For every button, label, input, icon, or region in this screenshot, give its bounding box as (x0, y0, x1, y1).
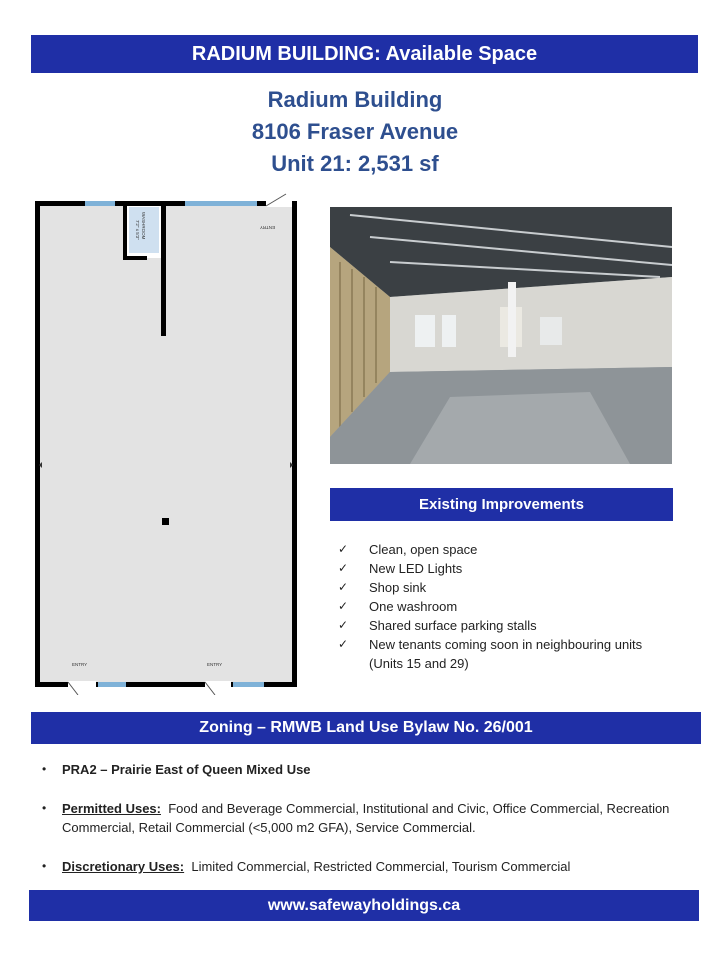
title-banner: RADIUM BUILDING: Available Space (31, 35, 698, 73)
bullet-icon: • (42, 762, 47, 776)
discretionary-text: Limited Commercial, Restricted Commercial, Tourism Commercial (191, 859, 571, 874)
bullet-icon: • (42, 801, 47, 815)
improvements-list (338, 540, 668, 673)
list-item: ✓ New tenants coming soon in neighbouring units (Units 15 and 29) (338, 637, 643, 671)
website-link[interactable]: www.safewayholdings.ca (29, 890, 699, 921)
permitted-text: Food and Beverage Commercial, Institutional and Civic, Office Commercial, Recreation Commercial, Retail Commercial (<5,000 m2 GFA), Service Commercial. (62, 801, 670, 835)
washroom-dims: 7'2" x 5'3" (135, 220, 140, 240)
entry-label-bottom-right: ENTRY (207, 662, 223, 667)
entry-label-top: ENTRY (259, 225, 275, 230)
check-icon: ✓ (338, 599, 349, 613)
floor-plan (30, 190, 305, 695)
check-icon: ✓ (338, 542, 349, 556)
list-item: ✓ Clean, open space (338, 542, 478, 557)
list-item: ✓ Shop sink (338, 580, 427, 595)
building-name: Radium Building (267, 87, 443, 112)
window (185, 201, 257, 206)
permitted-label: Permitted Uses: (62, 801, 161, 816)
discretionary-uses (42, 857, 682, 876)
check-icon: ✓ (338, 561, 349, 575)
building-address: 8106 Fraser Avenue (251, 119, 459, 144)
interior-photo (330, 207, 672, 464)
washroom-label: WASHROOM (141, 212, 146, 240)
entry-label-bottom-left: ENTRY (72, 662, 88, 667)
bullet-icon: • (42, 859, 47, 873)
floor-area (38, 204, 297, 684)
check-icon: ✓ (338, 637, 349, 651)
zoning-list (42, 760, 682, 876)
zoning-title: Zoning – RMWB Land Use Bylaw No. 26/001 (31, 712, 701, 744)
window (98, 682, 126, 687)
discretionary-label: Discretionary Uses: (62, 859, 185, 874)
check-icon: ✓ (338, 618, 349, 632)
unit-size: Unit 21: 2,531 sf (271, 151, 439, 176)
list-item: ✓ One washroom (338, 599, 458, 614)
zoning-district: • PRA2 – Prairie East of Queen Mixed Use (42, 762, 311, 777)
improvements-title: Existing Improvements (330, 488, 673, 521)
structural-column (162, 518, 169, 525)
check-icon: ✓ (338, 580, 349, 594)
list-item: ✓ New LED Lights (338, 561, 463, 576)
permitted-uses (42, 799, 682, 837)
window (233, 682, 264, 687)
window (85, 201, 115, 206)
list-item: ✓ Shared surface parking stalls (338, 618, 537, 633)
